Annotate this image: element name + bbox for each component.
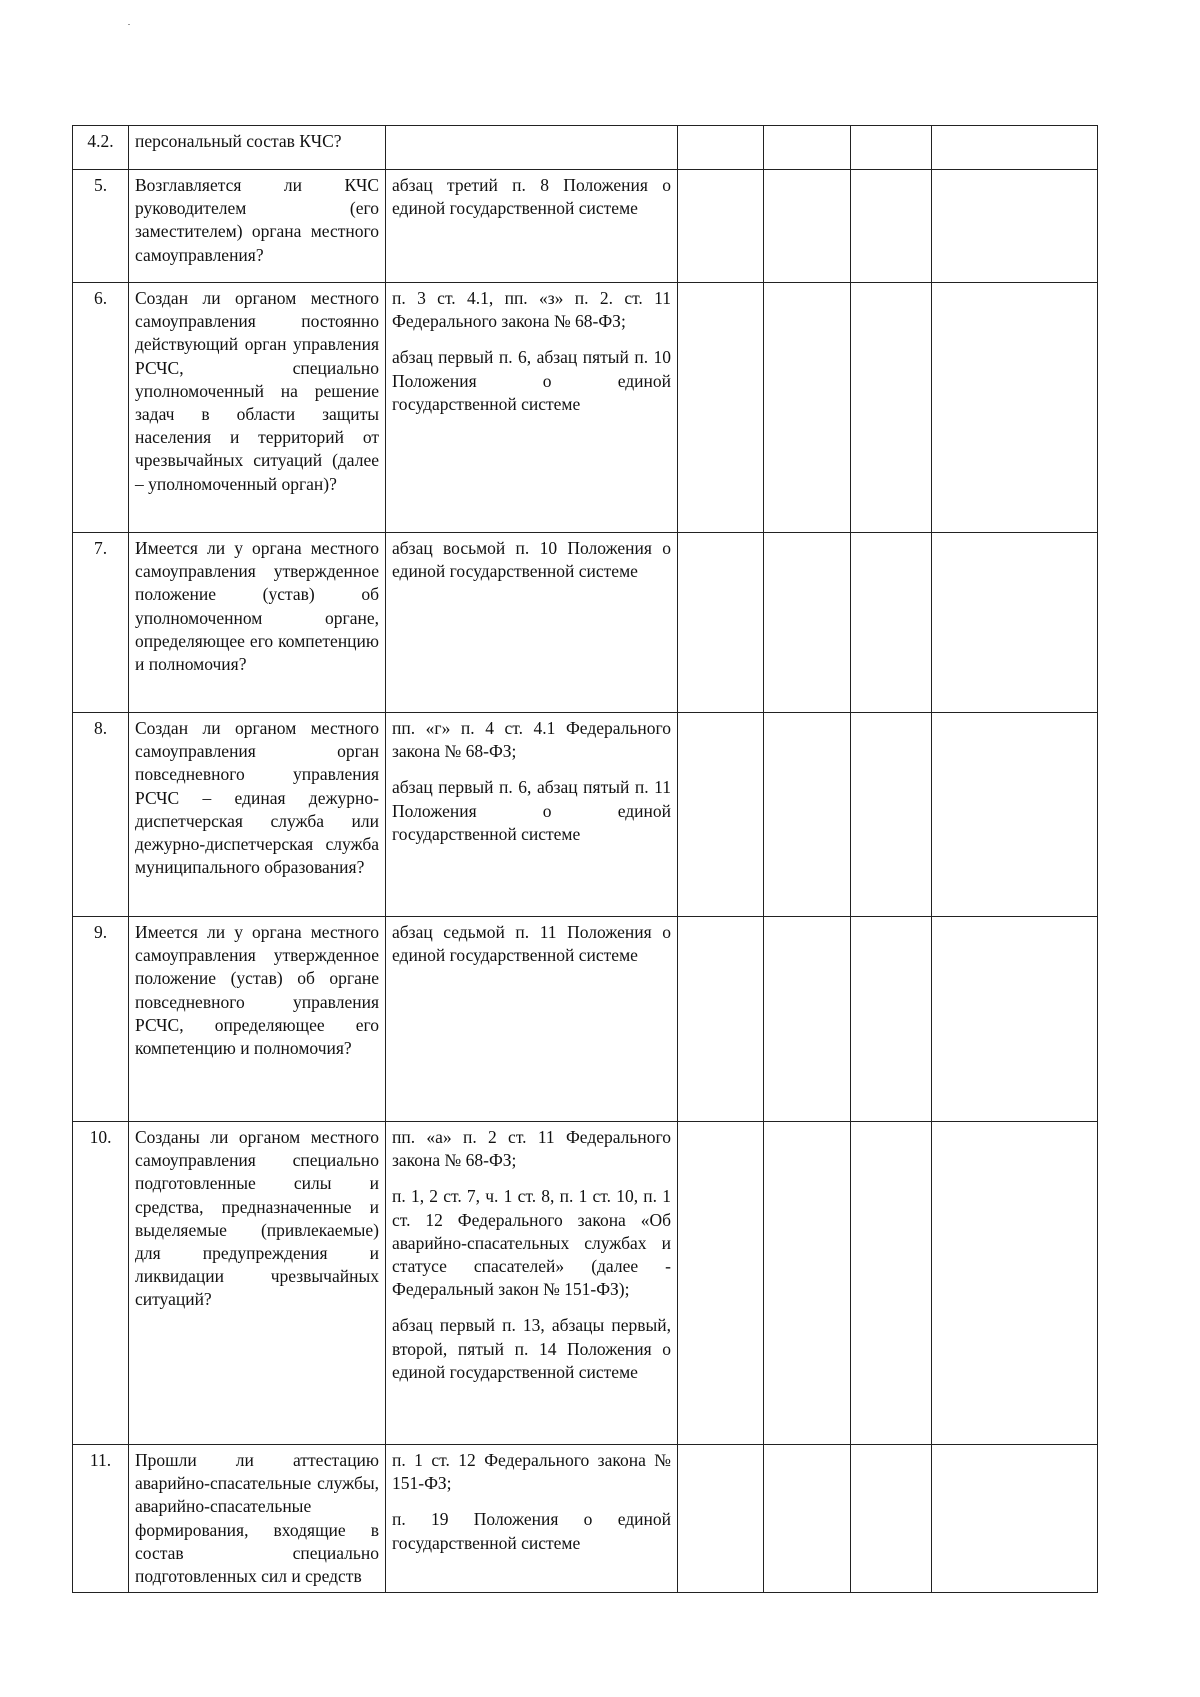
note-cell [932,1122,1098,1445]
table-row [73,1445,1098,1593]
table-row [73,283,1098,533]
item-number: 10. [73,1122,129,1445]
checklist-question: Прошли ли аттестацию аварийно-спасательные службы, аварийно-спасательные формирования, входящие в состав специально подготовленных сил и средств [129,1445,386,1593]
note-cell [932,283,1098,533]
table-row [73,713,1098,917]
legal-reference-cell [386,126,678,170]
note-cell [932,533,1098,713]
legal-reference: абзац первый п. 6, абзац пятый п. 10 Положения о единой государственной системе [392,347,671,414]
answer-na-cell [851,917,932,1122]
legal-reference: абзац седьмой п. 11 Положения о единой государственной системе [392,922,671,966]
table-row [73,533,1098,713]
legal-reference-cell [386,1445,678,1593]
checklist-question: Создан ли органом местного самоуправления орган повседневного управления РСЧС – единая дежурно-диспетчерская служба или дежурно-диспетчерская служба муниципального образования? [129,713,386,917]
answer-na-cell [851,1122,932,1445]
legal-reference: абзац первый п. 6, абзац пятый п. 11 Положения о единой государственной системе [392,777,671,844]
legal-reference: п. 1, 2 ст. 7, ч. 1 ст. 8, п. 1 ст. 10, п. 1 ст. 12 Федерального закона «Об аварийно-спасательных службах и статусе спасателей» (далее - Федеральный закон № 151-ФЗ); [392,1186,671,1300]
legal-reference: пп. «г» п. 4 ст. 4.1 Федерального закона № 68-ФЗ; [392,718,671,762]
checklist-question: Имеется ли у органа местного самоуправления утвержденное положение (устав) об уполномоченном органе, определяющее его компетенцию и полномочия? [129,533,386,713]
checklist-question: персональный состав КЧС? [129,126,386,170]
table-row [73,917,1098,1122]
item-number: 5. [73,170,129,283]
checklist-table [72,125,1098,1593]
legal-reference: абзац первый п. 13, абзацы первый, второй, пятый п. 14 Положения о единой государственной системе [392,1315,671,1382]
answer-yes-cell [678,170,764,283]
checklist-question: Созданы ли органом местного самоуправления специально подготовленные силы и средства, предназначенные и выделяемые (привлекаемые) для предупреждения и ликвидации чрезвычайных ситуаций? [129,1122,386,1445]
answer-no-cell [764,533,851,713]
legal-reference-cell [386,917,678,1122]
answer-yes-cell [678,1122,764,1445]
table-row [73,170,1098,283]
legal-reference-cell [386,283,678,533]
legal-reference-cell [386,170,678,283]
item-number: 8. [73,713,129,917]
legal-reference: абзац восьмой п. 10 Положения о единой государственной системе [392,538,671,582]
note-cell [932,1445,1098,1593]
answer-na-cell [851,170,932,283]
answer-no-cell [764,283,851,533]
legal-reference-cell [386,713,678,917]
answer-no-cell [764,917,851,1122]
item-number: 9. [73,917,129,1122]
note-cell [932,170,1098,283]
checklist-question: Имеется ли у органа местного самоуправления утвержденное положение (устав) об органе повседневного управления РСЧС, определяющее его компетенцию и полномочия? [129,917,386,1122]
item-number: 6. [73,283,129,533]
answer-na-cell [851,533,932,713]
checklist-question: Возглавляется ли КЧС руководителем (его заместителем) органа местного самоуправления? [129,170,386,283]
answer-no-cell [764,1445,851,1593]
scan-speck [128,24,130,25]
answer-na-cell [851,283,932,533]
legal-reference-cell [386,1122,678,1445]
answer-yes-cell [678,1445,764,1593]
answer-yes-cell [678,283,764,533]
legal-reference: пп. «а» п. 2 ст. 11 Федерального закона № 68-ФЗ; [392,1127,671,1171]
item-number: 4.2. [73,126,129,170]
note-cell [932,917,1098,1122]
answer-no-cell [764,1122,851,1445]
legal-reference: п. 19 Положения о единой государственной системе [392,1509,671,1553]
item-number: 7. [73,533,129,713]
legal-reference: п. 3 ст. 4.1, пп. «з» п. 2. ст. 11 Федерального закона № 68-ФЗ; [392,288,671,332]
answer-yes-cell [678,533,764,713]
note-cell [932,126,1098,170]
answer-no-cell [764,126,851,170]
answer-yes-cell [678,713,764,917]
answer-no-cell [764,713,851,917]
answer-yes-cell [678,917,764,1122]
legal-reference: п. 1 ст. 12 Федерального закона № 151-ФЗ; [392,1450,671,1494]
answer-na-cell [851,1445,932,1593]
item-number: 11. [73,1445,129,1593]
legal-reference-cell [386,533,678,713]
table-row [73,1122,1098,1445]
answer-yes-cell [678,126,764,170]
table-row [73,126,1098,170]
answer-no-cell [764,170,851,283]
answer-na-cell [851,713,932,917]
legal-reference: абзац третий п. 8 Положения о единой государственной системе [392,175,671,219]
answer-na-cell [851,126,932,170]
checklist-question: Создан ли органом местного самоуправления постоянно действующий орган управления РСЧС, специально уполномоченный на решение задач в области защиты населения и территорий от чрезвычайных ситуаций (далее – уполномоченный орган)? [129,283,386,533]
note-cell [932,713,1098,917]
